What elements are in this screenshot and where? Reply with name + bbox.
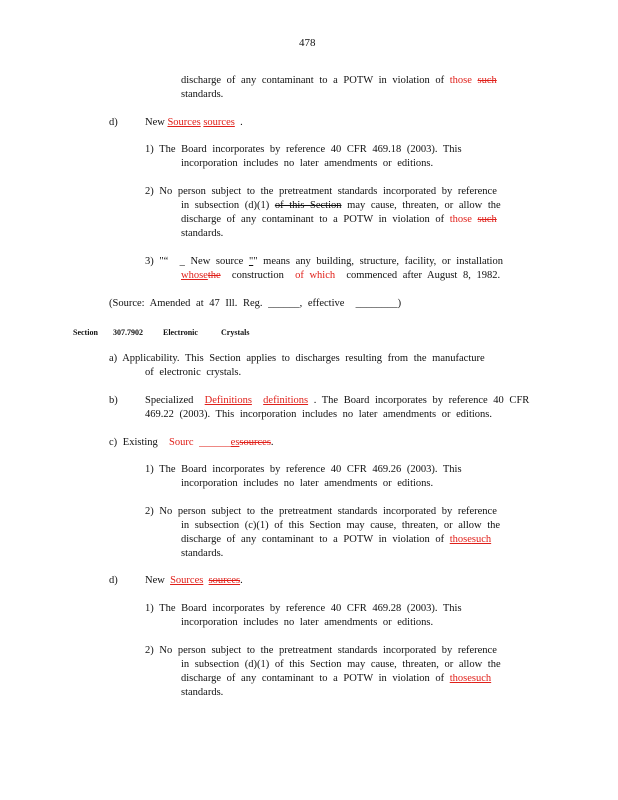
text-line: 1) The Board incorporates by reference 40 CFR 469.26 (2003). This [145, 464, 462, 475]
subsection-title: New Sources sources. [145, 575, 243, 586]
text-line: in subsection (c)(1) of this Section may cause, threaten, or allow the [181, 520, 501, 531]
text-line: in subsection (d)(1) of this Section may cause, threaten, or allow the [181, 659, 501, 670]
text-line: standards. [181, 228, 224, 239]
text-line: discharge of any contaminant to a POTW in violation of those such [181, 75, 497, 86]
text-line: 1) The Board incorporates by reference 40 CFR 469.28 (2003). This [145, 603, 462, 614]
deleted-text: such [471, 673, 492, 684]
section-title-word: Crystals [221, 328, 250, 337]
subsection-letter: d) [109, 117, 118, 128]
deleted-text: of which [295, 270, 336, 281]
subsection-letter: d) [109, 575, 118, 586]
inserted-text: Sources [170, 575, 204, 586]
deleted-text: such [471, 534, 492, 545]
text-line: discharge of any contaminant to a POTW in violation of thosesuch [181, 534, 492, 545]
deleted-text: sources [208, 575, 241, 586]
section-number: 307.7902 [113, 328, 143, 337]
inserted-text: es [230, 437, 240, 448]
text-line: 2) No person subject to the pretreatment standards incorporated by reference [145, 506, 497, 517]
deleted-text: the [207, 270, 221, 281]
text-line: discharge of any contaminant to a POTW in violation of those such [181, 214, 497, 225]
deleted-text: such [477, 75, 497, 86]
inserted-text: Sourc [169, 437, 194, 448]
deleted-text: sources [239, 437, 271, 448]
text-line: 2) No person subject to the pretreatment standards incorporated by reference [145, 186, 497, 197]
text-line: 1) The Board incorporates by reference 40 CFR 469.18 (2003). This [145, 144, 462, 155]
subsection-title: New Sources sources . [145, 117, 243, 128]
subsection-letter: b) [109, 395, 118, 406]
text-line: incorporation includes no later amendments or editions. [181, 617, 434, 628]
text-line: 3) "“ _ New source "" means any building, structure, facility, or installation [145, 256, 503, 267]
text-line: standards. [181, 89, 224, 100]
section-title-word: Electronic [163, 328, 198, 337]
text-line: in subsection (d)(1) of this Section may cause, threaten, or allow the [181, 200, 501, 211]
inserted-text: those [449, 75, 472, 86]
subsection-title: c) Existing Sourc ______essources. [109, 437, 274, 448]
text-line: incorporation includes no later amendments or editions. [181, 478, 434, 489]
text-line: incorporation includes no later amendments or editions. [181, 158, 434, 169]
deleted-text: definitions [263, 395, 309, 406]
inserted-text: those [449, 534, 472, 545]
text-line: Specialized Definitions definitions . The Board incorporates by reference 40 CFR [145, 395, 530, 406]
inserted-text: Definitions [204, 395, 252, 406]
text-line: 2) No person subject to the pretreatment standards incorporated by reference [145, 645, 497, 656]
inserted-text: Sources [167, 117, 201, 128]
inserted-text: those [449, 214, 472, 225]
source-note: (Source: Amended at 47 Ill. Reg. ______, effective ________) [109, 298, 402, 309]
text-line: 469.22 (2003). This incorporation includes no later amendments or editions. [145, 409, 492, 420]
text-line: discharge of any contaminant to a POTW in violation of thosesuch [181, 673, 492, 684]
page-number: 478 [299, 37, 316, 49]
inserted-text: whose [181, 270, 208, 281]
text-line: standards. [181, 687, 224, 698]
inserted-text: those [449, 673, 472, 684]
text-line: of electronic crystals. [145, 367, 242, 378]
text-line: standards. [181, 548, 224, 559]
deleted-text: such [477, 214, 497, 225]
deleted-text: sources [203, 117, 235, 128]
deleted-text: of this Section [274, 200, 342, 211]
text-line: whosethe construction of which commenced after August 8, 1982. [181, 270, 501, 281]
section-label: Section [73, 328, 98, 337]
text-line: a) Applicability. This Section applies to discharges resulting from the manufacture [109, 353, 485, 364]
